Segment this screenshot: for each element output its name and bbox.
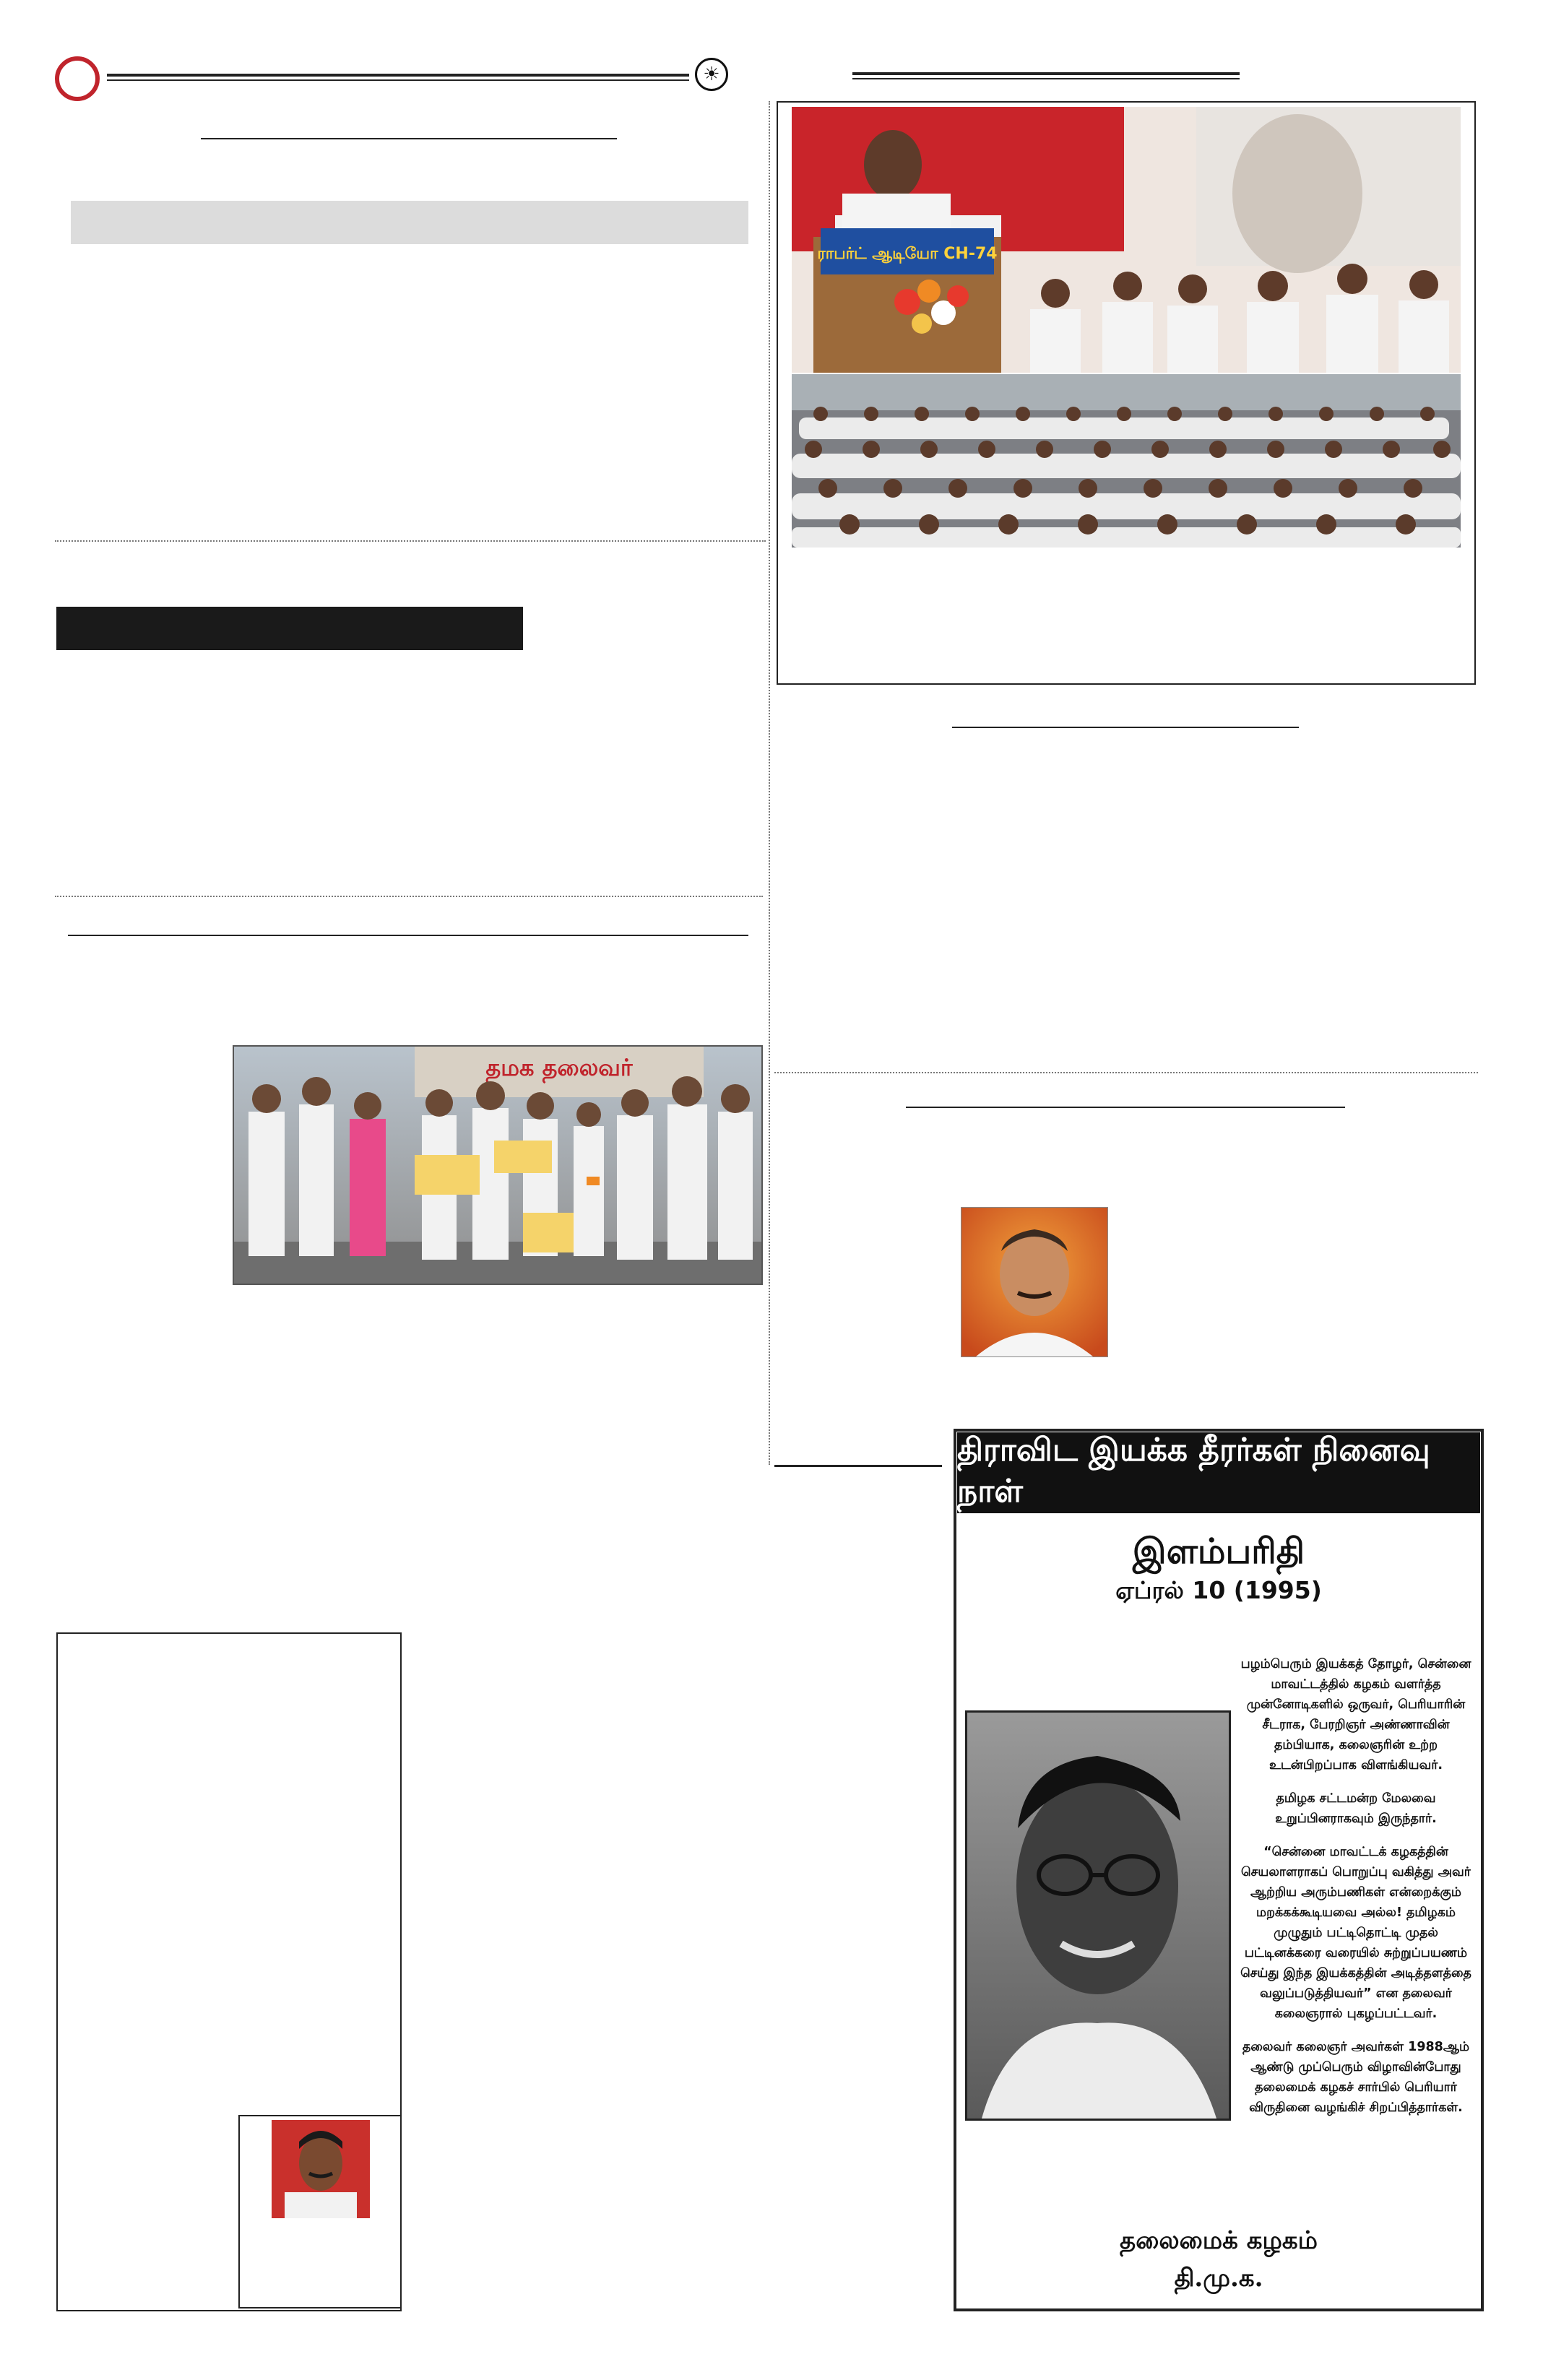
header-rule-thin xyxy=(107,79,689,81)
memorial-body xyxy=(1237,1654,1475,2131)
audience-crowd-photo xyxy=(792,374,1461,548)
memorial-paragraph: பழம்பெரும் இயக்கத் தோழர், சென்னை மாவட்டத்தில் கழகம் வளர்த்த முன்னோடிகளில் ஒருவர், பெரியாரின் சீடராக, பேரறிஞர் அண்ணாவின் தம்பியாக, கலைஞரின் உற்ற உடன்பிறப்பாக விளங்கியவர். xyxy=(1240,1657,1471,1773)
portrait-photo-small xyxy=(272,2120,370,2218)
memorial-name: இளம்பரிதி xyxy=(1132,1531,1305,1572)
rising-sun-logo-icon: ☀ xyxy=(695,58,728,91)
karate-event-photo xyxy=(233,1045,763,1285)
speaker-at-podium-image xyxy=(792,107,1461,373)
memorial-paragraph: “சென்னை மாவட்டக் கழகத்தின் செயலாளராகப் பொறுப்பு வகித்து அவர் ஆற்றிய அரும்பணிகள் என்றைக்கும் மறக்கக்கூடியவை அல்ல! தமிழகம் முழுதும் பட்டிதொட்டி முதல் பட்டினக்கரை வரையில் சுற்றுப்பயணம் செய்து இந்த இயக்கத்தின் அடித்தளத்தை வலுப்படுத்தியவர்” என தலைவர் கலைஞரால் புகழப்பட்டவர். xyxy=(1240,1845,1471,2021)
memorial-footer-org: தலைமைக் கழகம் xyxy=(1120,2226,1318,2255)
memorial-date: ஏப்ரல் 10 (1995) xyxy=(1115,1576,1322,1604)
portrait-photo xyxy=(961,1207,1108,1357)
column-divider xyxy=(769,101,770,1465)
memorial-paragraph: தமிழக சட்டமன்ற மேலவை உறுப்பினராகவும் இருந்தார். xyxy=(1275,1791,1437,1826)
section-divider xyxy=(55,540,766,542)
portrait-photo-image xyxy=(961,1208,1107,1356)
audience-crowd-image xyxy=(792,374,1461,548)
article-headline-rule xyxy=(906,1107,1345,1108)
right-column-header-rule xyxy=(852,72,1240,75)
right-column-header-rule-thin xyxy=(852,78,1240,79)
section-divider xyxy=(55,896,763,897)
article-headline-rule xyxy=(201,138,617,139)
article-headline-rule xyxy=(68,935,748,936)
section-heading-bar xyxy=(56,607,523,650)
page-number-badge xyxy=(55,56,100,101)
memorial-header: திராவிட இயக்க தீரர்கள் நினைவு நாள் xyxy=(957,1432,1480,1513)
article-headline-rule xyxy=(952,727,1299,728)
podium-sign-text: ராபர்ட் ஆடியோ CH-74 xyxy=(817,245,998,263)
speaker-at-podium-photo xyxy=(792,107,1461,373)
karate-event-photo-image xyxy=(234,1047,761,1284)
header-rule xyxy=(107,74,689,77)
karate-banner-text: தமக தலைவர் xyxy=(485,1054,633,1081)
memorial-portrait-image xyxy=(967,1713,1229,2119)
memorial-paragraph: தலைவர் கலைஞர் அவர்கள் 1988ஆம் ஆண்டு முப்பெரும் விழாவின்போது தலைமைக் கழகச் சார்பில் பெரியார் விருதினை வழங்கிச் சிறப்பித்தார்கள். xyxy=(1242,2040,1470,2115)
article-end-rule xyxy=(774,1465,942,1467)
memorial-portrait-photo xyxy=(965,1710,1231,2121)
memorial-footer-party: தி.மு.க. xyxy=(1174,2264,1263,2293)
article-subhead-bar xyxy=(71,201,748,244)
portrait-photo-small-image xyxy=(272,2120,370,2218)
section-divider xyxy=(774,1072,1478,1073)
